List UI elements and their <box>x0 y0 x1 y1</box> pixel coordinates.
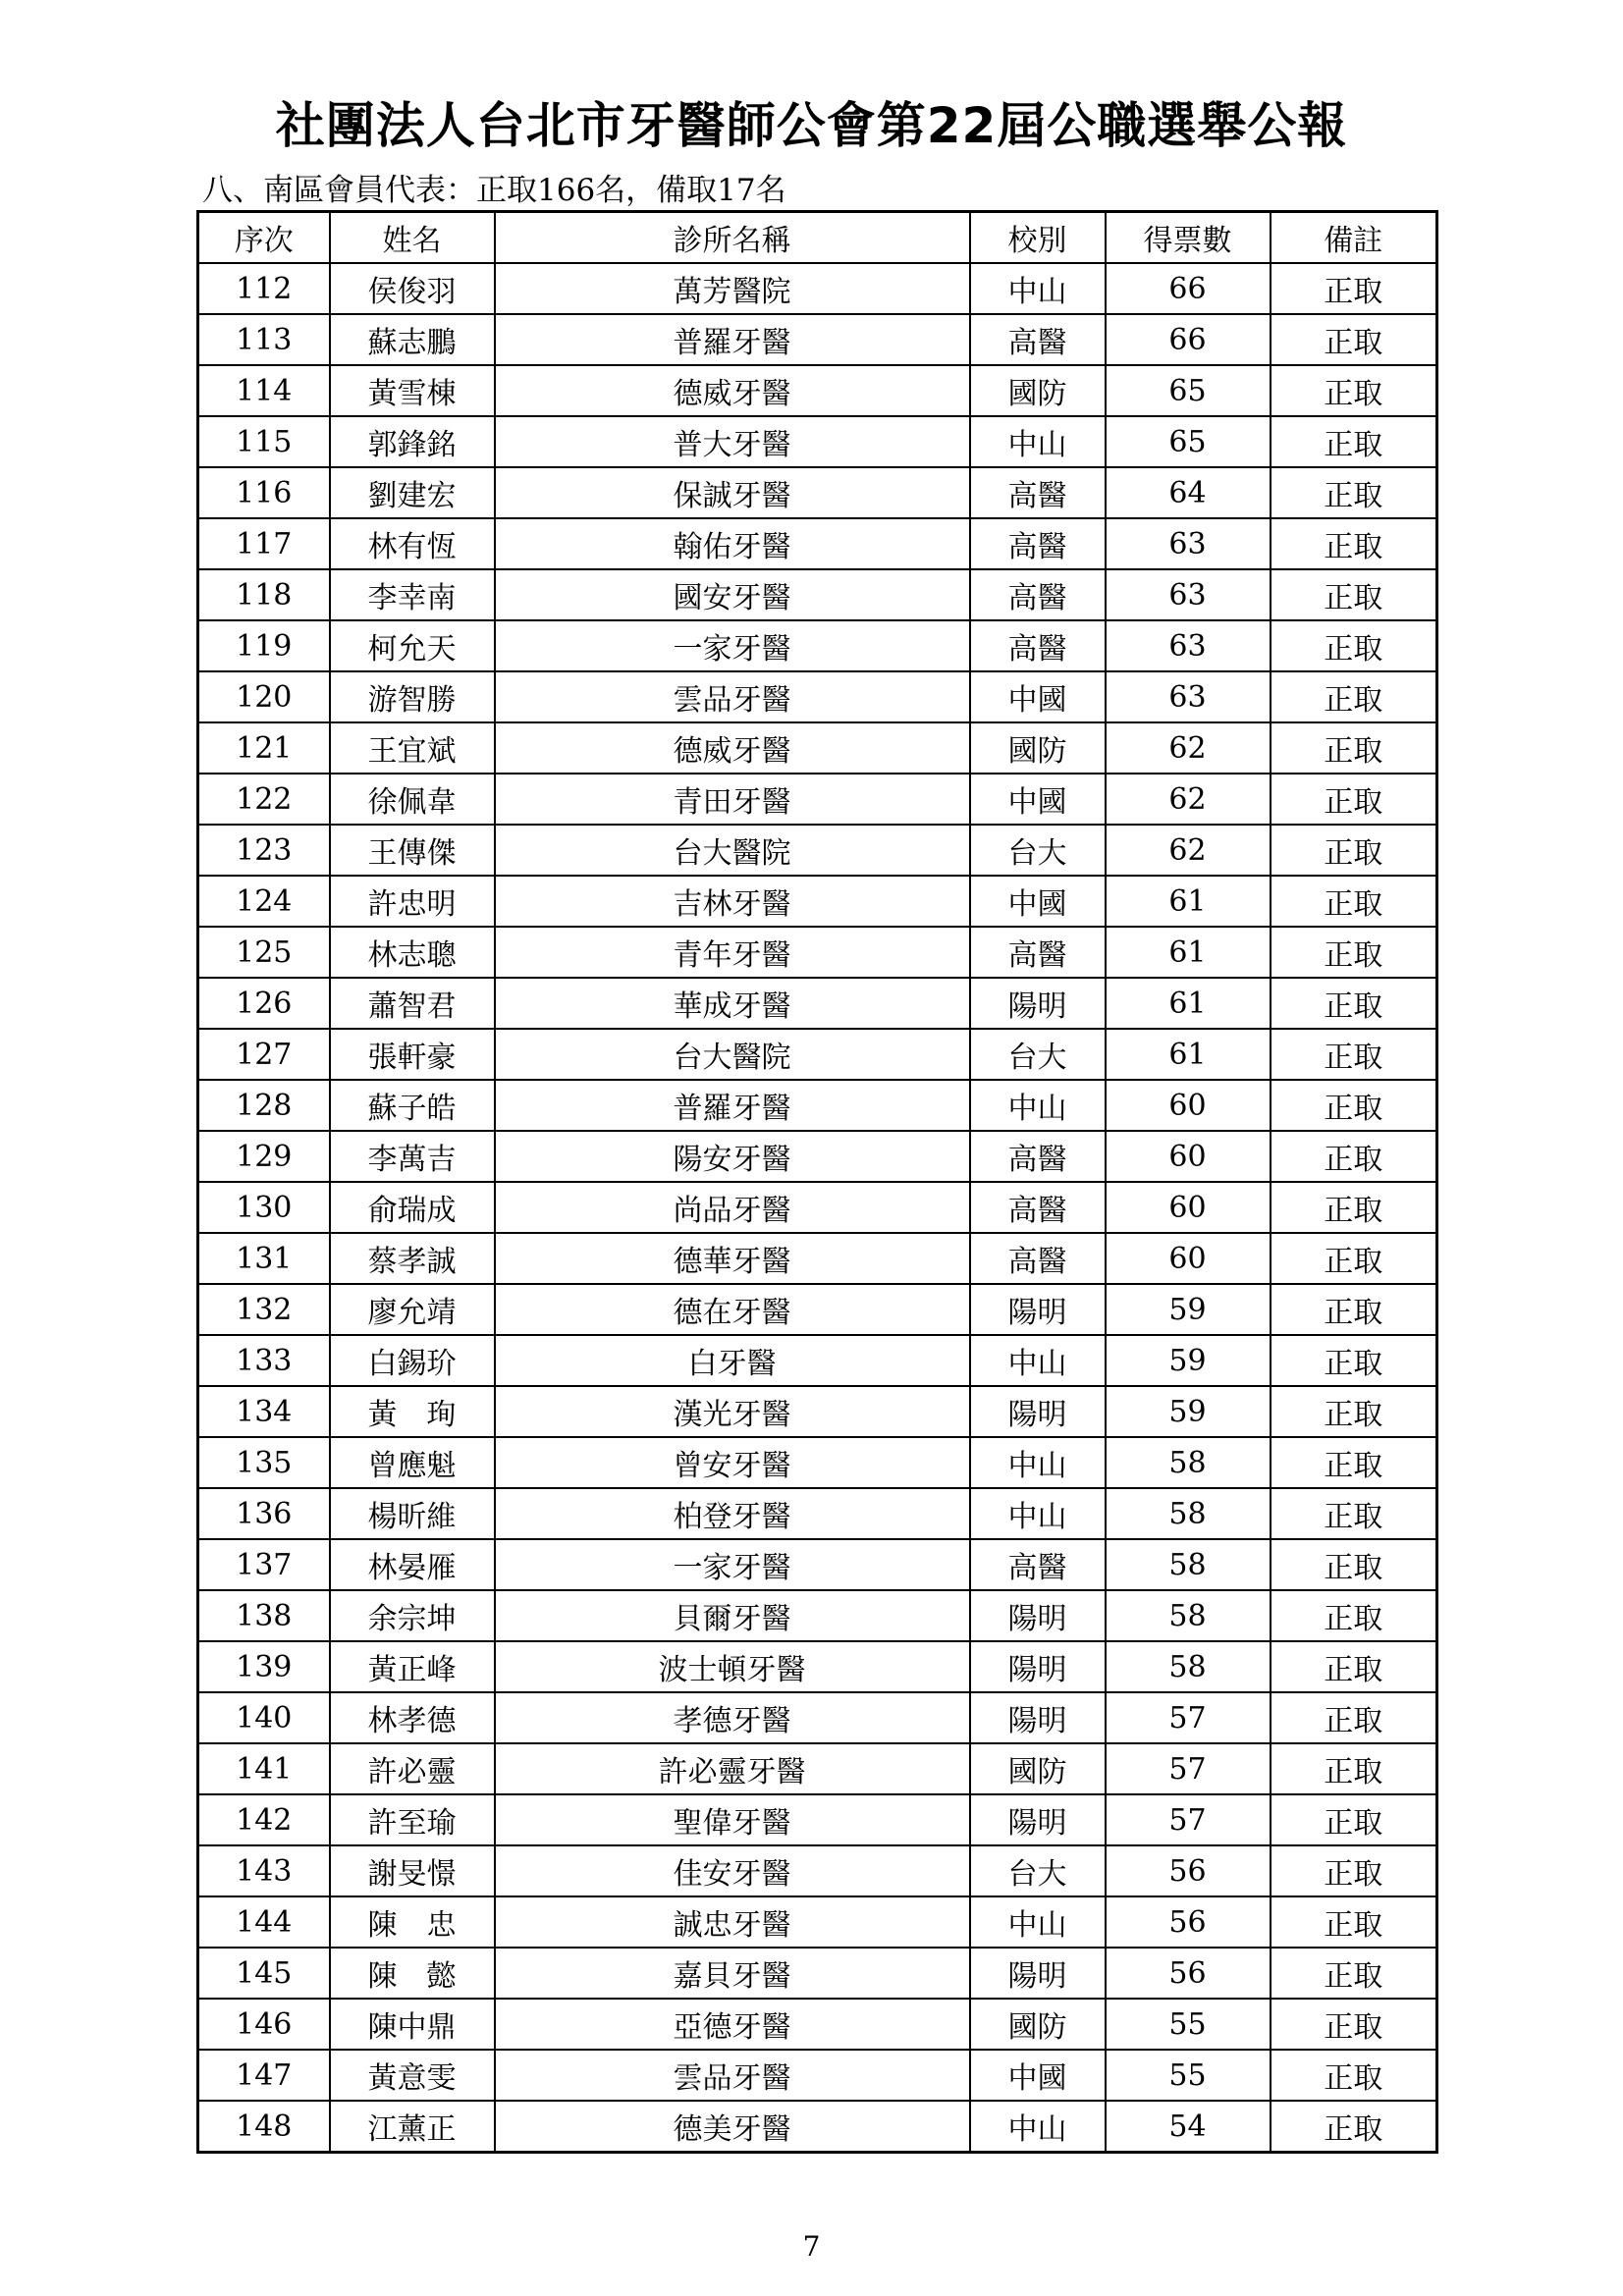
header-votes: 得票數 <box>1106 212 1271 264</box>
cell-seq: 133 <box>198 1335 330 1386</box>
table-row <box>198 1335 1437 1386</box>
cell-seq: 115 <box>198 416 330 467</box>
cell-seq: 148 <box>198 2101 330 2153</box>
table-row <box>198 620 1437 671</box>
cell-seq: 132 <box>198 1284 330 1335</box>
cell-clinic: 誠忠牙醫 <box>495 1896 970 1948</box>
table-row <box>198 1590 1437 1641</box>
cell-votes: 56 <box>1106 1845 1271 1896</box>
cell-clinic: 雲品牙醫 <box>495 2050 970 2101</box>
cell-votes: 57 <box>1106 1794 1271 1845</box>
cell-seq: 118 <box>198 569 330 620</box>
cell-votes: 61 <box>1106 978 1271 1029</box>
cell-school: 國防 <box>970 722 1106 774</box>
cell-votes: 66 <box>1106 263 1271 314</box>
table-row <box>198 1999 1437 2050</box>
cell-seq: 128 <box>198 1080 330 1131</box>
cell-note: 正取 <box>1271 1641 1437 1692</box>
table-row <box>198 927 1437 978</box>
cell-votes: 65 <box>1106 416 1271 467</box>
cell-note: 正取 <box>1271 978 1437 1029</box>
cell-votes: 65 <box>1106 365 1271 416</box>
cell-school: 中山 <box>970 1488 1106 1539</box>
table-row <box>198 978 1437 1029</box>
table-row <box>198 365 1437 416</box>
cell-seq: 117 <box>198 518 330 569</box>
cell-seq: 121 <box>198 722 330 774</box>
cell-clinic: 普大牙醫 <box>495 416 970 467</box>
cell-name: 李萬吉 <box>330 1131 495 1182</box>
cell-clinic: 貝爾牙醫 <box>495 1590 970 1641</box>
table-row <box>198 2101 1437 2153</box>
cell-name: 許至瑜 <box>330 1794 495 1845</box>
cell-name: 白錫玠 <box>330 1335 495 1386</box>
table-row <box>198 518 1437 569</box>
cell-seq: 134 <box>198 1386 330 1437</box>
cell-clinic: 尚品牙醫 <box>495 1182 970 1233</box>
cell-note: 正取 <box>1271 518 1437 569</box>
cell-name: 廖允靖 <box>330 1284 495 1335</box>
cell-votes: 57 <box>1106 1743 1271 1794</box>
cell-name: 黃正峰 <box>330 1641 495 1692</box>
cell-votes: 66 <box>1106 314 1271 365</box>
table-row <box>198 1641 1437 1692</box>
table-row <box>198 1896 1437 1948</box>
cell-school: 中國 <box>970 671 1106 722</box>
cell-note: 正取 <box>1271 1386 1437 1437</box>
cell-name: 林晏雁 <box>330 1539 495 1590</box>
table-row <box>198 1794 1437 1845</box>
cell-note: 正取 <box>1271 1948 1437 1999</box>
cell-votes: 62 <box>1106 774 1271 825</box>
cell-seq: 144 <box>198 1896 330 1948</box>
cell-school: 國防 <box>970 365 1106 416</box>
cell-votes: 58 <box>1106 1437 1271 1488</box>
cell-clinic: 一家牙醫 <box>495 1539 970 1590</box>
cell-votes: 61 <box>1106 1029 1271 1080</box>
cell-votes: 58 <box>1106 1641 1271 1692</box>
cell-school: 高醫 <box>970 927 1106 978</box>
cell-votes: 57 <box>1106 1692 1271 1743</box>
cell-seq: 147 <box>198 2050 330 2101</box>
cell-school: 陽明 <box>970 1386 1106 1437</box>
table-row <box>198 1284 1437 1335</box>
table-row <box>198 1948 1437 1999</box>
cell-school: 中山 <box>970 1080 1106 1131</box>
cell-name: 黃雪棟 <box>330 365 495 416</box>
cell-votes: 63 <box>1106 671 1271 722</box>
cell-name: 許忠明 <box>330 876 495 927</box>
cell-school: 台大 <box>970 1845 1106 1896</box>
table-row <box>198 1692 1437 1743</box>
cell-seq: 146 <box>198 1999 330 2050</box>
cell-clinic: 國安牙醫 <box>495 569 970 620</box>
cell-clinic: 陽安牙醫 <box>495 1131 970 1182</box>
cell-clinic: 德威牙醫 <box>495 722 970 774</box>
cell-seq: 114 <box>198 365 330 416</box>
cell-seq: 129 <box>198 1131 330 1182</box>
cell-name: 徐佩韋 <box>330 774 495 825</box>
cell-name: 黃 珣 <box>330 1386 495 1437</box>
cell-name: 余宗坤 <box>330 1590 495 1641</box>
cell-note: 正取 <box>1271 416 1437 467</box>
cell-note: 正取 <box>1271 1233 1437 1284</box>
cell-school: 高醫 <box>970 467 1106 518</box>
cell-votes: 58 <box>1106 1488 1271 1539</box>
cell-votes: 61 <box>1106 927 1271 978</box>
cell-votes: 58 <box>1106 1539 1271 1590</box>
cell-votes: 60 <box>1106 1131 1271 1182</box>
cell-seq: 131 <box>198 1233 330 1284</box>
table-row <box>198 1488 1437 1539</box>
cell-clinic: 一家牙醫 <box>495 620 970 671</box>
cell-name: 蔡孝誠 <box>330 1233 495 1284</box>
cell-seq: 113 <box>198 314 330 365</box>
cell-note: 正取 <box>1271 1080 1437 1131</box>
cell-note: 正取 <box>1271 1743 1437 1794</box>
cell-school: 中山 <box>970 1896 1106 1948</box>
table-row <box>198 1080 1437 1131</box>
cell-seq: 139 <box>198 1641 330 1692</box>
cell-note: 正取 <box>1271 1999 1437 2050</box>
cell-name: 游智勝 <box>330 671 495 722</box>
cell-name: 郭鋒銘 <box>330 416 495 467</box>
cell-note: 正取 <box>1271 2101 1437 2153</box>
cell-name: 陳中鼎 <box>330 1999 495 2050</box>
table-row <box>198 825 1437 876</box>
cell-note: 正取 <box>1271 671 1437 722</box>
cell-name: 陳 忠 <box>330 1896 495 1948</box>
cell-seq: 125 <box>198 927 330 978</box>
cell-note: 正取 <box>1271 1896 1437 1948</box>
cell-seq: 142 <box>198 1794 330 1845</box>
table-row <box>198 1182 1437 1233</box>
cell-clinic: 德美牙醫 <box>495 2101 970 2153</box>
table-row <box>198 722 1437 774</box>
cell-school: 中山 <box>970 1335 1106 1386</box>
cell-school: 台大 <box>970 1029 1106 1080</box>
cell-clinic: 萬芳醫院 <box>495 263 970 314</box>
cell-school: 陽明 <box>970 1590 1106 1641</box>
table-row <box>198 1029 1437 1080</box>
table-row <box>198 1233 1437 1284</box>
cell-school: 高醫 <box>970 620 1106 671</box>
cell-school: 國防 <box>970 1999 1106 2050</box>
cell-clinic: 孝德牙醫 <box>495 1692 970 1743</box>
header-note: 備註 <box>1271 212 1437 264</box>
cell-note: 正取 <box>1271 314 1437 365</box>
cell-name: 林孝德 <box>330 1692 495 1743</box>
cell-votes: 55 <box>1106 1999 1271 2050</box>
cell-votes: 60 <box>1106 1080 1271 1131</box>
cell-note: 正取 <box>1271 1335 1437 1386</box>
header-name: 姓名 <box>330 212 495 264</box>
cell-name: 陳 懿 <box>330 1948 495 1999</box>
cell-clinic: 保誠牙醫 <box>495 467 970 518</box>
header-school: 校別 <box>970 212 1106 264</box>
cell-seq: 137 <box>198 1539 330 1590</box>
cell-note: 正取 <box>1271 1692 1437 1743</box>
cell-clinic: 許必靈牙醫 <box>495 1743 970 1794</box>
cell-school: 陽明 <box>970 978 1106 1029</box>
cell-clinic: 華成牙醫 <box>495 978 970 1029</box>
cell-note: 正取 <box>1271 825 1437 876</box>
cell-school: 中國 <box>970 2050 1106 2101</box>
cell-school: 陽明 <box>970 1641 1106 1692</box>
table-row <box>198 876 1437 927</box>
cell-votes: 56 <box>1106 1896 1271 1948</box>
cell-votes: 63 <box>1106 569 1271 620</box>
table-row <box>198 1386 1437 1437</box>
table-row <box>198 263 1437 314</box>
table-row <box>198 1437 1437 1488</box>
cell-school: 中山 <box>970 263 1106 314</box>
cell-school: 高醫 <box>970 518 1106 569</box>
cell-school: 中山 <box>970 416 1106 467</box>
cell-clinic: 台大醫院 <box>495 825 970 876</box>
cell-seq: 135 <box>198 1437 330 1488</box>
cell-name: 楊昕維 <box>330 1488 495 1539</box>
cell-seq: 120 <box>198 671 330 722</box>
table-row <box>198 1845 1437 1896</box>
cell-note: 正取 <box>1271 876 1437 927</box>
cell-name: 柯允天 <box>330 620 495 671</box>
cell-note: 正取 <box>1271 1131 1437 1182</box>
cell-votes: 64 <box>1106 467 1271 518</box>
cell-school: 高醫 <box>970 569 1106 620</box>
cell-note: 正取 <box>1271 2050 1437 2101</box>
cell-note: 正取 <box>1271 1590 1437 1641</box>
cell-name: 謝旻憬 <box>330 1845 495 1896</box>
cell-school: 中國 <box>970 876 1106 927</box>
cell-note: 正取 <box>1271 1539 1437 1590</box>
cell-school: 高醫 <box>970 1233 1106 1284</box>
table-row <box>198 1539 1437 1590</box>
cell-note: 正取 <box>1271 722 1437 774</box>
cell-note: 正取 <box>1271 1284 1437 1335</box>
cell-clinic: 吉林牙醫 <box>495 876 970 927</box>
cell-clinic: 青年牙醫 <box>495 927 970 978</box>
cell-clinic: 波士頓牙醫 <box>495 1641 970 1692</box>
cell-school: 中山 <box>970 2101 1106 2153</box>
cell-clinic: 曾安牙醫 <box>495 1437 970 1488</box>
cell-name: 許必靈 <box>330 1743 495 1794</box>
cell-clinic: 亞德牙醫 <box>495 1999 970 2050</box>
cell-seq: 138 <box>198 1590 330 1641</box>
cell-clinic: 普羅牙醫 <box>495 314 970 365</box>
header-seq: 序次 <box>198 212 330 264</box>
cell-note: 正取 <box>1271 1437 1437 1488</box>
table-row <box>198 1743 1437 1794</box>
cell-name: 王宜斌 <box>330 722 495 774</box>
table-row <box>198 416 1437 467</box>
cell-school: 國防 <box>970 1743 1106 1794</box>
cell-note: 正取 <box>1271 620 1437 671</box>
cell-votes: 60 <box>1106 1233 1271 1284</box>
header-clinic: 診所名稱 <box>495 212 970 264</box>
cell-votes: 60 <box>1106 1182 1271 1233</box>
cell-name: 張軒豪 <box>330 1029 495 1080</box>
cell-votes: 59 <box>1106 1386 1271 1437</box>
cell-votes: 58 <box>1106 1590 1271 1641</box>
cell-clinic: 德威牙醫 <box>495 365 970 416</box>
table-row <box>198 569 1437 620</box>
cell-name: 俞瑞成 <box>330 1182 495 1233</box>
table-row <box>198 671 1437 722</box>
cell-clinic: 漢光牙醫 <box>495 1386 970 1437</box>
cell-seq: 116 <box>198 467 330 518</box>
cell-clinic: 白牙醫 <box>495 1335 970 1386</box>
cell-seq: 122 <box>198 774 330 825</box>
cell-name: 黃意雯 <box>330 2050 495 2101</box>
cell-school: 陽明 <box>970 1284 1106 1335</box>
cell-name: 劉建宏 <box>330 467 495 518</box>
cell-school: 高醫 <box>970 1182 1106 1233</box>
cell-votes: 62 <box>1106 825 1271 876</box>
cell-note: 正取 <box>1271 263 1437 314</box>
cell-note: 正取 <box>1271 1845 1437 1896</box>
cell-seq: 136 <box>198 1488 330 1539</box>
cell-school: 陽明 <box>970 1948 1106 1999</box>
cell-votes: 54 <box>1106 2101 1271 2153</box>
cell-seq: 126 <box>198 978 330 1029</box>
table-row <box>198 467 1437 518</box>
table-row <box>198 314 1437 365</box>
cell-clinic: 德華牙醫 <box>495 1233 970 1284</box>
cell-clinic: 台大醫院 <box>495 1029 970 1080</box>
cell-name: 林志聰 <box>330 927 495 978</box>
cell-seq: 127 <box>198 1029 330 1080</box>
section-subtitle: 八、南區會員代表：正取166名，備取17名 <box>202 173 786 208</box>
cell-name: 林有恆 <box>330 518 495 569</box>
cell-note: 正取 <box>1271 467 1437 518</box>
cell-votes: 61 <box>1106 876 1271 927</box>
cell-seq: 140 <box>198 1692 330 1743</box>
cell-clinic: 嘉貝牙醫 <box>495 1948 970 1999</box>
cell-votes: 55 <box>1106 2050 1271 2101</box>
cell-note: 正取 <box>1271 774 1437 825</box>
cell-note: 正取 <box>1271 1182 1437 1233</box>
page-number: 7 <box>802 2230 821 2263</box>
cell-seq: 123 <box>198 825 330 876</box>
table-header-row <box>198 212 1437 264</box>
cell-clinic: 聖偉牙醫 <box>495 1794 970 1845</box>
cell-name: 江薰正 <box>330 2101 495 2153</box>
cell-votes: 63 <box>1106 620 1271 671</box>
cell-clinic: 柏登牙醫 <box>495 1488 970 1539</box>
cell-note: 正取 <box>1271 365 1437 416</box>
cell-clinic: 德在牙醫 <box>495 1284 970 1335</box>
cell-school: 陽明 <box>970 1692 1106 1743</box>
table-row <box>198 2050 1437 2101</box>
cell-seq: 112 <box>198 263 330 314</box>
cell-name: 李幸南 <box>330 569 495 620</box>
cell-seq: 145 <box>198 1948 330 1999</box>
cell-votes: 62 <box>1106 722 1271 774</box>
cell-seq: 143 <box>198 1845 330 1896</box>
cell-votes: 59 <box>1106 1284 1271 1335</box>
cell-name: 曾應魁 <box>330 1437 495 1488</box>
table-body <box>198 263 1437 2153</box>
cell-note: 正取 <box>1271 1488 1437 1539</box>
cell-note: 正取 <box>1271 1029 1437 1080</box>
cell-clinic: 普羅牙醫 <box>495 1080 970 1131</box>
cell-seq: 119 <box>198 620 330 671</box>
cell-name: 侯俊羽 <box>330 263 495 314</box>
cell-school: 高醫 <box>970 314 1106 365</box>
results-table <box>196 210 1438 2154</box>
cell-clinic: 青田牙醫 <box>495 774 970 825</box>
table-row <box>198 1131 1437 1182</box>
cell-votes: 63 <box>1106 518 1271 569</box>
cell-note: 正取 <box>1271 569 1437 620</box>
cell-school: 中山 <box>970 1437 1106 1488</box>
cell-school: 高醫 <box>970 1131 1106 1182</box>
cell-name: 蕭智君 <box>330 978 495 1029</box>
cell-school: 高醫 <box>970 1539 1106 1590</box>
cell-clinic: 翰佑牙醫 <box>495 518 970 569</box>
cell-clinic: 雲品牙醫 <box>495 671 970 722</box>
cell-votes: 56 <box>1106 1948 1271 1999</box>
cell-votes: 59 <box>1106 1335 1271 1386</box>
cell-note: 正取 <box>1271 927 1437 978</box>
cell-note: 正取 <box>1271 1794 1437 1845</box>
cell-school: 陽明 <box>970 1794 1106 1845</box>
cell-seq: 141 <box>198 1743 330 1794</box>
cell-seq: 130 <box>198 1182 330 1233</box>
cell-name: 王傳傑 <box>330 825 495 876</box>
table-row <box>198 774 1437 825</box>
cell-school: 中國 <box>970 774 1106 825</box>
cell-seq: 124 <box>198 876 330 927</box>
cell-school: 台大 <box>970 825 1106 876</box>
cell-name: 蘇子皓 <box>330 1080 495 1131</box>
cell-name: 蘇志鵬 <box>330 314 495 365</box>
document-title: 社團法人台北市牙醫師公會第22屆公職選舉公報 <box>275 97 1348 154</box>
cell-clinic: 佳安牙醫 <box>495 1845 970 1896</box>
